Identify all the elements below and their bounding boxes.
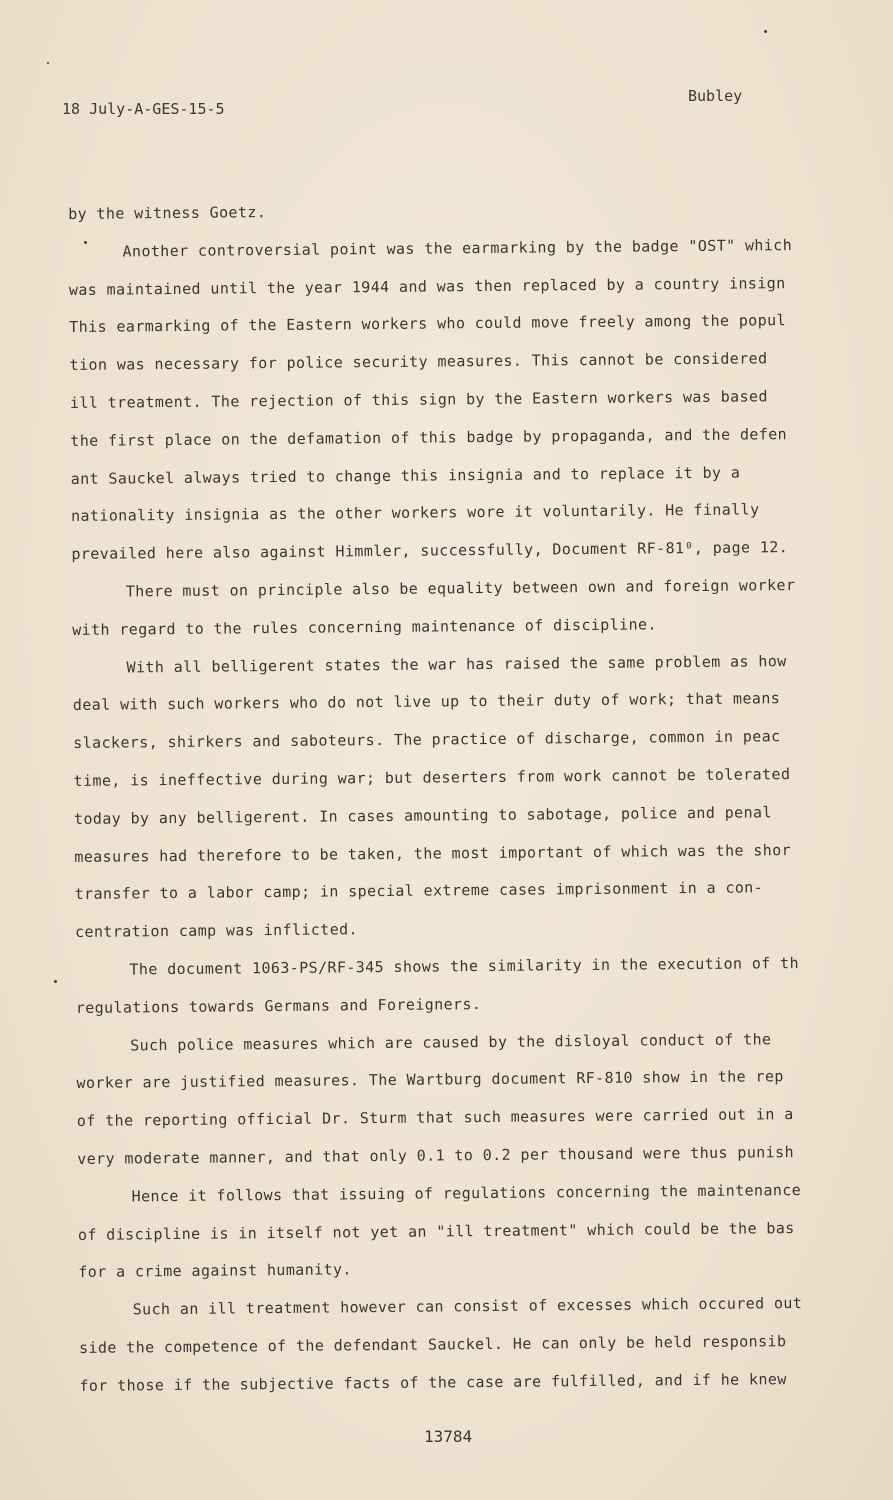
text-line: the first place on the defamation of this badge by propaganda, and the defen [70,424,788,450]
text-line: tion was necessary for police security measures. This cannot be considered [69,349,768,375]
text-line: side the competence of the defendant Sauckel. He can only be held responsib [78,1332,787,1357]
text-line: Such an ill treatment however can consist of excesses which occured out [132,1294,803,1319]
page-number: 13784 [424,1427,473,1446]
paper-speck [54,980,57,983]
paper-speck [47,62,49,64]
text-line: of the reporting official Dr. Sturm that such measures were carried out in a [76,1105,794,1131]
text-line: worker are justified measures. The Wartburg document RF-810 show in the rep [76,1067,784,1093]
text-line: Another controversial point was the earmarking by the badge "OST" which [122,235,793,261]
text-line: regulations towards Germans and Foreigners. [75,994,482,1017]
text-line: There must on principle also be equality between own and foreign worker [125,576,796,601]
text-line: by the witness Goetz. [68,203,267,223]
text-line: ant Sauckel always tried to change this insignia and to replace it by a [70,463,741,488]
text-line: The document 1063-PS/RF-345 shows the similarity in the execution of th [129,953,800,979]
paper-speck [764,30,767,33]
text-line: ill treatment. The rejection of this sign by the Eastern workers was based [69,387,768,412]
text-line: today by any belligerent. In cases amounting to sabotage, police and penal [73,803,772,828]
text-line: for a crime against humanity. [78,1260,352,1282]
text-line: of discipline is in itself not yet an "ill treatment" which could be the bas [77,1218,795,1244]
paper-speck [84,241,87,244]
text-line: Such police measures which are caused by the disloyal conduct of the [130,1029,772,1054]
document-reference: 18 July-A-GES-15-5 [62,100,225,118]
text-line: nationality insignia as the other workers wore it voluntarily. He finally [70,500,760,526]
text-line: time, is ineffective during war; but deserters from work cannot be tolerated [73,765,791,790]
text-line: was maintained until the year 1944 and was then replaced by a country insign [68,273,786,299]
body-text [68,189,832,1406]
text-line: slackers, shirkers and saboteurs. The practice of discharge, common in peac [73,727,781,753]
text-line: This earmarking of the Eastern workers who could move freely among the popul [69,311,787,337]
text-line: deal with such workers who do not live up to their duty of work; that means [72,689,781,715]
text-line: measures had therefore to be taken, the most important of which was the shor [74,840,792,866]
text-line: very moderate manner, and that only 0.1 to 0.2 per thousand were thus punish [77,1142,795,1168]
text-line: with regard to the rules concerning maintenance of discipline. [72,615,657,639]
text-line: for those if the subjective facts of the case are fulfilled, and if he knew [79,1369,787,1395]
text-line: Hence it follows that issuing of regulations concerning the maintenance [131,1180,802,1206]
text-line: prevailed here also against Himmler, successfully, Document RF-81⁰, page 12. [71,538,789,564]
author-name: Bubley [688,87,743,105]
text-line: centration camp was inflicted. [74,920,359,942]
text-line: With all belligerent states the war has raised the same problem as how [126,651,787,677]
text-line: transfer to a labor camp; in special extreme cases imprisonment in a con- [74,878,764,904]
